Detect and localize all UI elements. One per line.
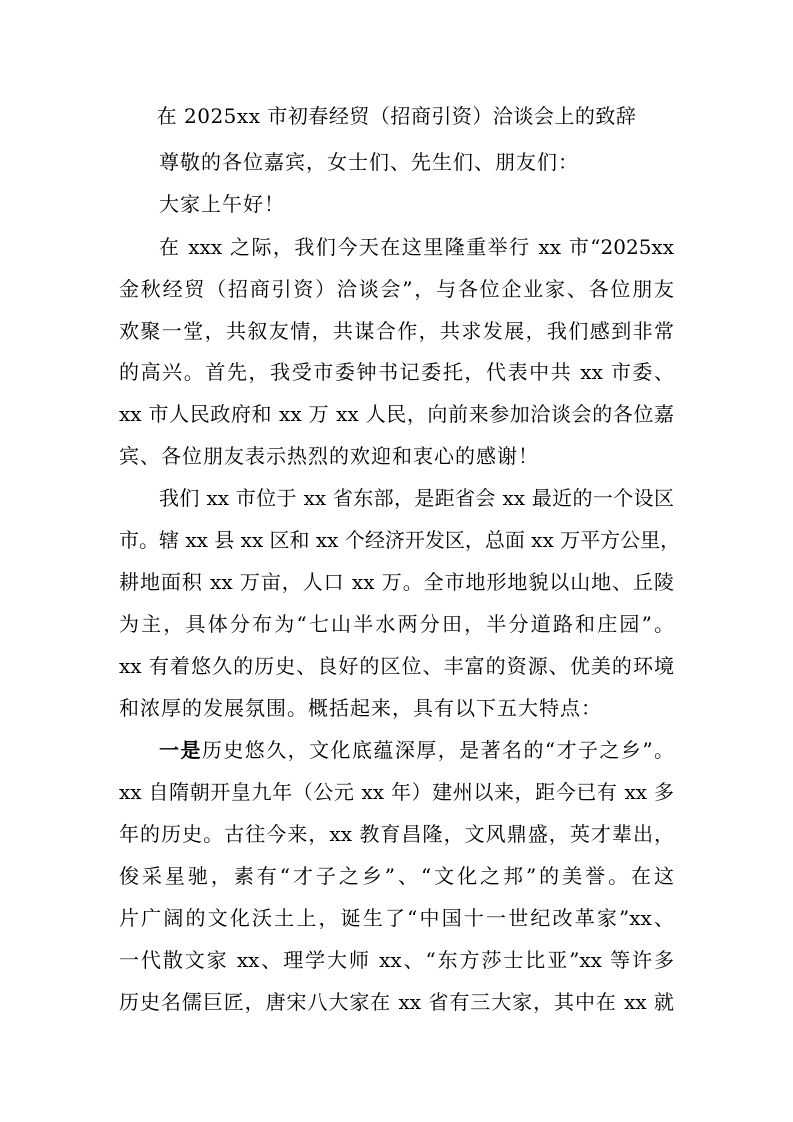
document-title: 在 2025xx 市初春经贸（招商引资）洽谈会上的致辞 [156, 104, 637, 128]
paragraph-3-first-line-text: 历史悠久，文化底蕴深厚，是著名的“才子之乡”。 [201, 738, 675, 762]
paragraph-3-line: 历史名儒巨匠，唐宋八大家在 xx 省有三大家，其中在 xx 就 [119, 990, 674, 1014]
paragraph-1-line: 金秋经贸（招商引资）洽谈会”，与各位企业家、各位朋友 [119, 277, 674, 301]
paragraph-3-line: 片广阔的文化沃土上，诞生了“中国十一世纪改革家”xx、 [119, 906, 674, 930]
greeting: 大家上午好！ [159, 192, 285, 216]
paragraph-3-line: 俊采星驰，素有“才子之乡”、“文化之邦”的美誉。在这 [119, 864, 674, 888]
paragraph-2-line: 市。辖 xx 县 xx 区和 xx 个经济开发区，总面 xx 万平方公里， [119, 528, 681, 552]
paragraph-2-line: xx 有着悠久的历史、良好的区位、丰富的资源、优美的环境 [119, 654, 674, 678]
paragraph-3-first-line [159, 732, 674, 768]
paragraph-3-line: xx 自隋朝开皇九年（公元 xx 年）建州以来，距今已有 xx 多 [119, 780, 674, 804]
paragraph-2-line: 为主，具体分布为“七山半水两分田，半分道路和庄园”。 [119, 612, 674, 636]
paragraph-2-line: 我们 xx 市位于 xx 省东部，是距省会 xx 最近的一个设区 [159, 486, 674, 510]
paragraph-2-line: 耕地面积 xx 万亩，人口 xx 万。全市地形地貌以山地、丘陵 [119, 570, 674, 594]
paragraph-3-line: 年的历史。古往今来，xx 教育昌隆，文风鼎盛，英才辈出， [119, 822, 674, 846]
paragraph-1-line: xx 市人民政府和 xx 万 xx 人民，向前来参加洽谈会的各位嘉 [119, 402, 674, 426]
paragraph-3-lead: 一是 [159, 738, 202, 762]
paragraph-1-line: 的高兴。首先，我受市委钟书记委托，代表中共 xx 市委、 [119, 360, 674, 384]
salutation: 尊敬的各位嘉宾，女士们、先生们、朋友们： [159, 150, 579, 174]
paragraph-1-line: 在 xxx 之际，我们今天在这里隆重举行 xx 市“2025xx [159, 235, 674, 259]
paragraph-1-line: 欢聚一堂，共叙友情，共谋合作，共求发展，我们感到非常 [119, 319, 674, 343]
paragraph-1-line: 宾、各位朋友表示热烈的欢迎和衷心的感谢！ [119, 444, 539, 468]
paragraph-2-line: 和浓厚的发展氛围。概括起来，具有以下五大特点： [119, 696, 602, 720]
paragraph-3-line: 一代散文家 xx、理学大师 xx、“东方莎士比亚”xx 等许多 [119, 948, 674, 972]
